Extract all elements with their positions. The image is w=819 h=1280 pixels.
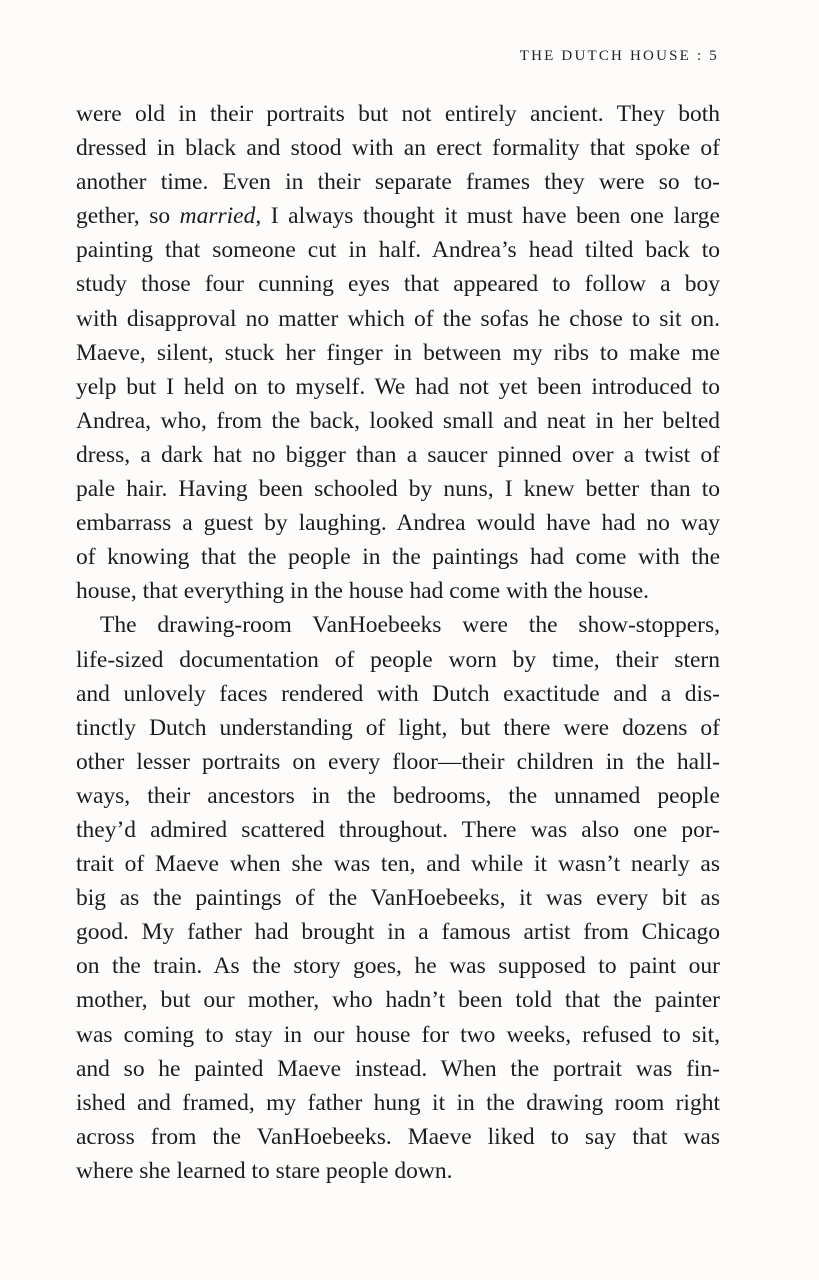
text-line: they’d admired scattered throughout. There was also one por- (76, 816, 720, 843)
text-line: dress, a dark hat no bigger than a saucer pinned over a twist of (76, 441, 720, 468)
body-text (76, 97, 720, 1188)
text-line: of knowing that the people in the paintings had come with the (76, 544, 720, 571)
text-line: across from the VanHoebeeks. Maeve liked to say that was (76, 1123, 720, 1150)
text-line: with disapproval no matter which of the sofas he chose to sit on. (76, 305, 720, 332)
text-line: study those four cunning eyes that appeared to follow a boy (76, 271, 720, 298)
text-line: embarrass a guest by laughing. Andrea would have had no way (76, 510, 720, 537)
text-line: house, that everything in the house had come with the house. (76, 578, 650, 605)
paragraph-1 (76, 97, 720, 608)
text-line: dressed in black and stood with an erect formality that spoke of (76, 135, 720, 162)
text-line: were old in their portraits but not entirely ancient. They both (76, 101, 720, 127)
text-line: life-sized documentation of people worn by time, their stern (76, 646, 720, 673)
text-line: ways, their ancestors in the bedrooms, the unnamed people (76, 782, 720, 809)
text-line: pale hair. Having been schooled by nuns, I knew better than to (76, 476, 720, 503)
text-line: mother, but our mother, who hadn’t been told that the painter (76, 987, 720, 1014)
running-head: THE DUTCH HOUSE : 5 (519, 48, 719, 64)
text-line: good. My father had brought in a famous artist from Chicago (76, 919, 720, 946)
text-line: was coming to stay in our house for two weeks, refused to sit, (76, 1021, 720, 1048)
text-line: The drawing-room VanHoebeeks were the show-stoppers, (100, 612, 720, 639)
text-line: ished and framed, my father hung it in the drawing room right (76, 1089, 720, 1116)
text-line: painting that someone cut in half. Andrea’s head tilted back to (76, 237, 720, 264)
text-line: on the train. As the story goes, he was supposed to paint our (76, 953, 720, 980)
text-line: gether, so married, I always thought it must have been one large (76, 203, 720, 230)
text-line: other lesser portraits on every floor—their children in the hall- (76, 748, 720, 775)
text-line: where she learned to stare people down. (76, 1157, 453, 1184)
text-line: and so he painted Maeve instead. When the portrait was fin- (76, 1055, 720, 1082)
text-line: another time. Even in their separate frames they were so to- (76, 169, 720, 196)
text-line: tinctly Dutch understanding of light, but there were dozens of (76, 714, 720, 741)
text-line: and unlovely faces rendered with Dutch exactitude and a dis- (76, 680, 720, 707)
paragraph-2 (76, 608, 720, 1188)
text-line: Maeve, silent, stuck her finger in between my ribs to make me (76, 339, 720, 366)
text-line: trait of Maeve when she was ten, and while it wasn’t nearly as (76, 851, 720, 878)
text-line: big as the paintings of the VanHoebeeks, it was every bit as (76, 885, 720, 912)
text-line: yelp but I held on to myself. We had not yet been introduced to (76, 373, 720, 400)
text-line: Andrea, who, from the back, looked small and neat in her belted (76, 407, 720, 434)
